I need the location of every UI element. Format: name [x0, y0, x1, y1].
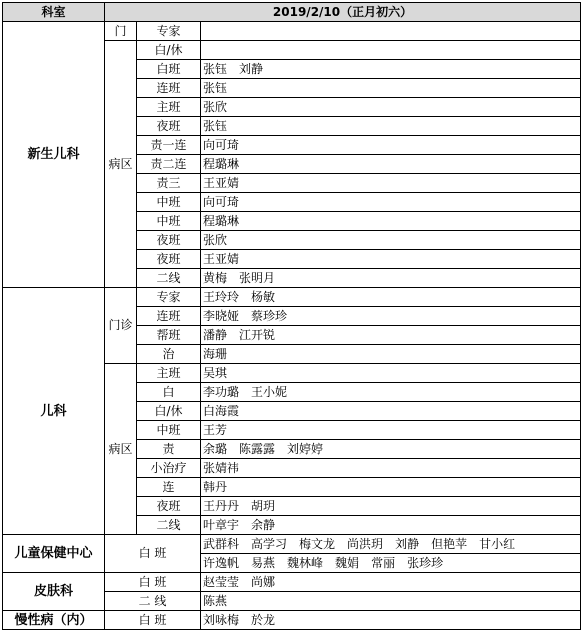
staff-name: 李晓娅 [203, 308, 240, 323]
shift-cell: 白/休 [137, 41, 201, 60]
names-cell [201, 250, 581, 269]
staff-name: 余璐 [203, 441, 228, 456]
shift-cell: 责三 [137, 174, 201, 193]
staff-name: 胡玥 [251, 498, 276, 513]
shift-cell: 连 [137, 478, 201, 497]
header-dept: 科室 [3, 3, 105, 22]
shift-cell: 白/休 [137, 402, 201, 421]
staff-name: 陈燕 [203, 593, 228, 608]
dept-pediatrics: 儿科 [3, 288, 105, 535]
area-ward: 病区 [105, 41, 137, 288]
names-cell [201, 155, 581, 174]
shift-cell: 夜班 [137, 117, 201, 136]
staff-name: 武群科 [203, 536, 240, 551]
staff-name: 於龙 [251, 612, 276, 627]
staff-name: 蔡珍珍 [251, 308, 288, 323]
names-cell [201, 364, 581, 383]
names-cell [201, 326, 581, 345]
staff-name: 张钰 [203, 80, 228, 95]
staff-name: 潘静 [203, 327, 228, 342]
staff-name: 王亚婧 [203, 251, 240, 266]
shift-cell: 白班 [137, 60, 201, 79]
staff-name: 黄梅 [203, 270, 228, 285]
staff-name: 程璐琳 [203, 156, 240, 171]
staff-name: 王芳 [203, 422, 228, 437]
staff-name: 王小妮 [251, 384, 288, 399]
staff-name: 张钰 [203, 118, 228, 133]
dept-chronic: 慢性病（内） [3, 611, 105, 630]
staff-name: 易燕 [251, 555, 276, 570]
staff-name: 韩丹 [203, 479, 228, 494]
staff-name: 杨敏 [251, 289, 276, 304]
names-cell [201, 117, 581, 136]
names-cell [201, 383, 581, 402]
shift-cell: 帮班 [137, 326, 201, 345]
shift-cell: 专家 [137, 22, 201, 41]
shift-cell: 连班 [137, 79, 201, 98]
staff-name: 张钰 [203, 61, 228, 76]
names-cell [201, 459, 581, 478]
staff-name: 王玲玲 [203, 289, 240, 304]
staff-name: 刘婷婷 [287, 441, 324, 456]
staff-name: 向可琦 [203, 137, 240, 152]
staff-name: 但艳苹 [431, 536, 468, 551]
names-cell [201, 98, 581, 117]
shift-cell: 责 [137, 440, 201, 459]
staff-name: 余静 [251, 517, 276, 532]
shift-cell: 白 [137, 383, 201, 402]
shift-cell: 专家 [137, 288, 201, 307]
shift-cell: 小治疗 [137, 459, 201, 478]
shift-cell: 夜班 [137, 497, 201, 516]
shift-cell: 二线 [137, 269, 201, 288]
staff-name: 王亚婧 [203, 175, 240, 190]
names-cell [201, 212, 581, 231]
staff-name: 向可琦 [203, 194, 240, 209]
staff-name: 王丹丹 [203, 498, 240, 513]
staff-name: 叶章宇 [203, 517, 240, 532]
names-cell [201, 41, 581, 60]
staff-name: 魏娟 [335, 555, 360, 570]
staff-name: 尚洪玥 [347, 536, 384, 551]
shift-cell: 中班 [137, 193, 201, 212]
staff-name: 高学习 [251, 536, 288, 551]
staff-name: 张欣 [203, 232, 228, 247]
table-row [3, 288, 581, 307]
shift-cell: 主班 [137, 98, 201, 117]
header-row [3, 3, 581, 22]
shift-cell: 二线 [137, 516, 201, 535]
names-cell [201, 478, 581, 497]
names-cell [201, 440, 581, 459]
staff-name: 甘小红 [479, 536, 516, 551]
table-row [3, 573, 581, 592]
header-date: 2019/2/10（正月初六） [105, 3, 581, 22]
duty-schedule-table [2, 2, 581, 630]
names-cell [201, 174, 581, 193]
shift-cell: 夜班 [137, 250, 201, 269]
staff-name: 吴琪 [203, 365, 228, 380]
shift-cell: 主班 [137, 364, 201, 383]
names-cell [201, 22, 581, 41]
names-cell [201, 516, 581, 535]
staff-name: 张婧祎 [203, 460, 240, 475]
shift-cell: 治 [137, 345, 201, 364]
table-row [3, 611, 581, 630]
staff-name: 张欣 [203, 99, 228, 114]
names-cell [201, 611, 581, 630]
names-cell [201, 573, 581, 592]
shift-cell: 责一连 [137, 136, 201, 155]
names-cell [201, 554, 581, 573]
names-cell [201, 345, 581, 364]
staff-name: 刘咏梅 [203, 612, 240, 627]
staff-name: 刘静 [239, 61, 264, 76]
staff-name: 李功璐 [203, 384, 240, 399]
names-cell [201, 592, 581, 611]
staff-name: 张明月 [239, 270, 276, 285]
shift-cell: 白 班 [105, 535, 201, 573]
dept-neonatal: 新生儿科 [3, 22, 105, 288]
staff-name: 江开锐 [239, 327, 276, 342]
staff-name: 海珊 [203, 346, 228, 361]
staff-name: 常丽 [371, 555, 396, 570]
shift-cell: 白 班 [105, 611, 201, 630]
area-outpatient: 门 [105, 22, 137, 41]
shift-cell: 连班 [137, 307, 201, 326]
staff-name: 赵莹莹 [203, 574, 240, 589]
names-cell [201, 136, 581, 155]
names-cell [201, 60, 581, 79]
staff-name: 白海霞 [203, 403, 240, 418]
staff-name: 尚娜 [251, 574, 276, 589]
staff-name: 刘静 [395, 536, 420, 551]
names-cell [201, 231, 581, 250]
table-row [3, 535, 581, 554]
staff-name: 许逸帆 [203, 555, 240, 570]
shift-cell: 夜班 [137, 231, 201, 250]
area-ward: 病区 [105, 364, 137, 535]
names-cell [201, 421, 581, 440]
names-cell [201, 497, 581, 516]
names-cell [201, 307, 581, 326]
staff-name: 梅文龙 [299, 536, 336, 551]
names-cell [201, 535, 581, 554]
staff-name: 魏林峰 [287, 555, 324, 570]
dept-child-health: 儿童保健中心 [3, 535, 105, 573]
shift-cell: 白 班 [105, 573, 201, 592]
dept-dermatology: 皮肤科 [3, 573, 105, 611]
staff-name: 张珍珍 [407, 555, 444, 570]
shift-cell: 中班 [137, 212, 201, 231]
shift-cell: 中班 [137, 421, 201, 440]
shift-cell: 责二连 [137, 155, 201, 174]
names-cell [201, 269, 581, 288]
names-cell [201, 79, 581, 98]
staff-name: 陈露露 [239, 441, 276, 456]
staff-name: 程璐琳 [203, 213, 240, 228]
names-cell [201, 193, 581, 212]
shift-cell: 二 线 [105, 592, 201, 611]
table-row [3, 22, 581, 41]
area-outpatient: 门诊 [105, 288, 137, 364]
names-cell [201, 288, 581, 307]
names-cell [201, 402, 581, 421]
